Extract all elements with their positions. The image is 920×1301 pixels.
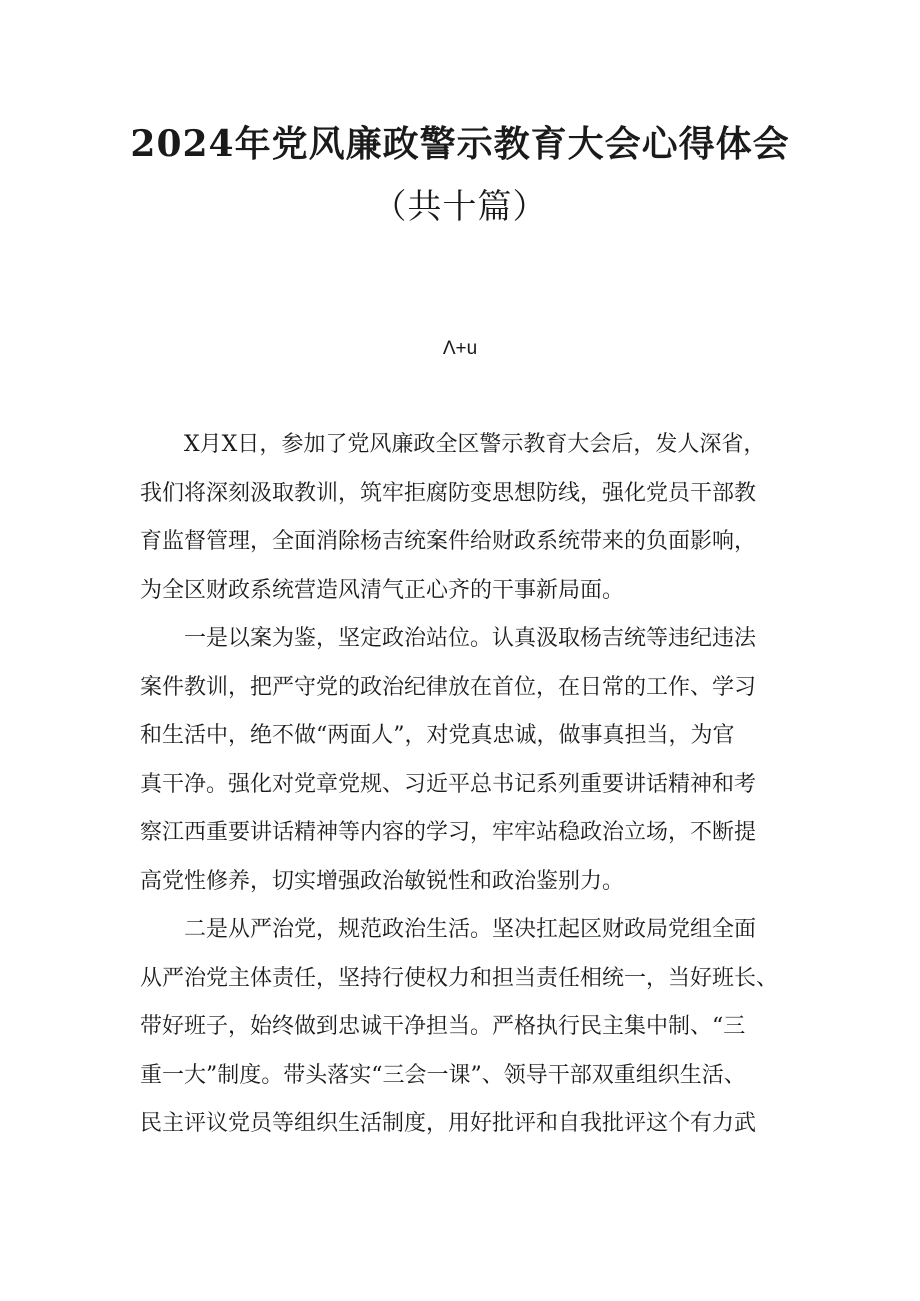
document-subtitle: （共十篇） [372,187,548,227]
paragraph-line: 案件教训，把严守党的政治纪律放在首位，在日常的工作、学习 [140,674,757,700]
paragraph-line: 真干净。强化对党章党规、习近平总书记系列重要讲话精神和考 [140,771,757,797]
paragraph-line: 从严治党主体责任，坚持行使权力和担当责任相统一，当好班长、 [140,965,779,991]
paragraph-line: 察江西重要讲话精神等内容的学习，牢牢站稳政治立场，不断提 [140,820,757,845]
paragraph-3 [140,906,790,1149]
section-mark: Λ+u [442,338,478,359]
document-title: 2024年党风廉政警示教育大会心得体会 [130,123,790,165]
paragraph-line: 和生活中，绝不做“两面人”，对党真忠诚，做事真担当，为官 [140,723,735,748]
paragraph-2 [140,615,790,906]
paragraph-line: 高党性修养，切实增强政治敏锐性和政治鉴别力。 [140,868,625,894]
paragraph-line: 民主评议党员等组织生活制度，用好批评和自我批评这个有力武 [140,1111,757,1136]
paragraph-1 [140,421,790,615]
paragraph-line: 重一大”制度。带头落实“三会一课”、领导干部双重组织生活、 [140,1062,746,1088]
paragraph-line: X月X日，参加了党风廉政全区警示教育大会后，发人深省， [184,432,766,457]
paragraph-line: 育监督管理，全面消除杨吉统案件给财政系统带来的负面影响， [140,529,757,554]
paragraph-line: 为全区财政系统营造风清气正心齐的干事新局面。 [140,577,625,603]
paragraph-line: 二是从严治党，规范政治生活。坚决扛起区财政局党组全面 [184,917,757,942]
paragraph-line: 带好班子，始终做到忠诚干净担当。严格执行民主集中制、“三 [140,1014,746,1039]
paragraph-line: 一是以案为鉴，坚定政治站位。认真汲取杨吉统等违纪违法 [184,626,757,651]
paragraph-line: 我们将深刻汲取教训，筑牢拒腐防变思想防线，强化党员干部教 [140,480,757,506]
